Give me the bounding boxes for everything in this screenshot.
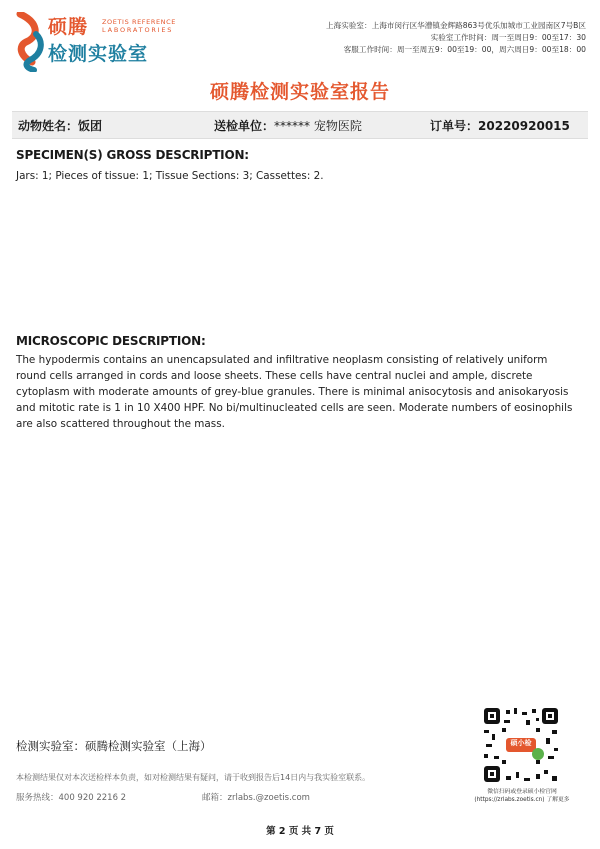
company-logo (14, 12, 176, 74)
report-title: 硕腾检测实验室报告 (209, 81, 390, 103)
footer-hotline: 服务热线：400 920 2216 2 (16, 793, 127, 803)
footer-lab-name: 检测实验室：硕腾检测实验室（上海） (16, 739, 212, 753)
logo-en-line2: LABORATORIES (102, 26, 174, 34)
qr-caption (458, 788, 586, 804)
microscopic-title: MICROSCOPIC DESCRIPTION: (16, 334, 206, 348)
animal-name-label: 动物姓名： (18, 119, 79, 133)
logo-cn-bottom: 检测实验室 (48, 43, 149, 65)
qr-caption-line1: 微信扫码或登录硕小检官网 (487, 789, 557, 795)
logo-cn-top: 硕腾 (48, 16, 89, 38)
animal-name-value: 饭团 (78, 119, 103, 133)
service-hours: 客服工作时间：周一至周五9：00至19：00，周六周日9：00至18：00 (343, 45, 586, 54)
lab-address: 上海实验室：上海市闵行区华漕镇金辉路863号优乐加城市工业园南区7号B区 (326, 21, 586, 30)
patient-info-bar (12, 111, 588, 139)
logo-en (102, 18, 176, 34)
logo-en-line1: ZOETIS REFERENCE (102, 18, 176, 26)
microscopic-text: The hypodermis contains an unencapsulated and infiltrative neoplasm consisting of relatively uniform round cells arranged in cords and loose sheets. These cells have central nuclei and ample, discrete cytoplasm with moderate amounts of grey-blue granules. There is minimal anisocytosis and anisokaryosis and mitotic rate is 1 in 10 X400 HPF. No bi/multinucleated cells are seen. Moderate numbers of eosinophils are also scattered throughout the mass. (16, 354, 573, 430)
animal-name-field (18, 117, 102, 134)
sender-field (214, 117, 362, 134)
footer-email: 邮箱：zrlabs.@zoetis.com (202, 793, 310, 803)
lab-work-hours: 实验室工作时间：周一至周日9：00至17：30 (430, 33, 586, 42)
order-label: 订单号： (430, 119, 479, 133)
specimen-title: SPECIMEN(S) GROSS DESCRIPTION: (16, 148, 249, 162)
sender-label: 送检单位： (214, 119, 275, 133)
page-number: 第 2 页 共 7 页 (266, 826, 334, 837)
qr-caption-line2: (https://zrlabs.zoetis.cn) 了解更多 (474, 797, 570, 803)
lab-contact-info (326, 20, 586, 56)
specimen-text: Jars: 1; Pieces of tissue: 1; Tissue Sections: 3; Cassettes: 2. (16, 170, 324, 182)
footer-disclaimer: 本检测结果仅对本次送检样本负责，如对检测结果有疑问，请于收到报告后14日内与我实验室联系。 (16, 773, 371, 782)
qr-center-label: 硕小检 (510, 739, 532, 747)
sender-value: ****** 宠物医院 (274, 119, 362, 133)
order-value: 20220920015 (478, 119, 570, 133)
logo-swoosh-icon (14, 12, 48, 72)
order-field (430, 117, 570, 134)
